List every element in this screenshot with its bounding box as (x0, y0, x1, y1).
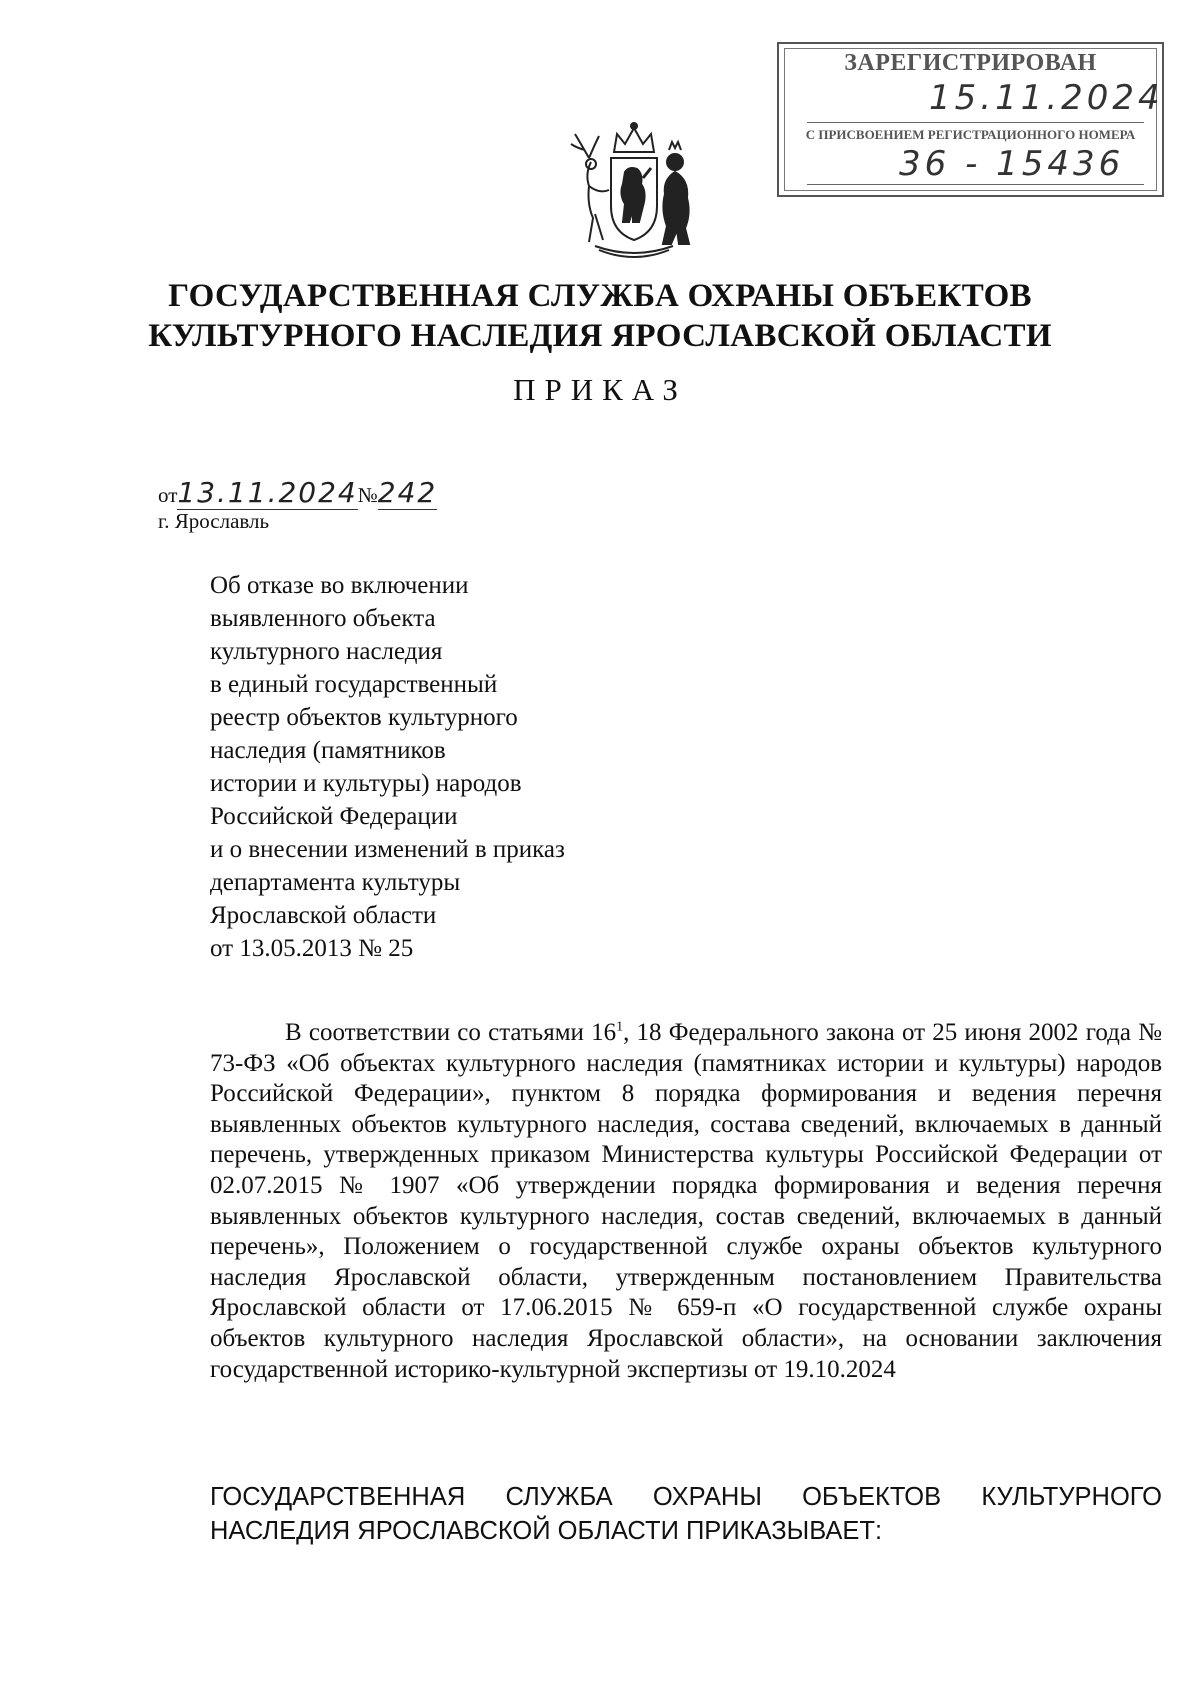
stamp-subtitle: С ПРИСВОЕНИЕМ РЕГИСТРАЦИОННОГО НОМЕРА (805, 127, 1136, 142)
stamp-title: ЗАРЕГИСТРИРОВАН (844, 50, 1097, 76)
subject-line: наследия (памятников (210, 737, 446, 764)
org-line-2: КУЛЬТУРНОГО НАСЛЕДИЯ ЯРОСЛАВСКОЙ ОБЛАСТИ (148, 318, 1052, 354)
document-number: 242 (377, 476, 438, 509)
subject-line: культурного наследия (210, 638, 443, 665)
subject-line: Ярославской области (210, 902, 437, 929)
subject-line: реестр объектов культурного (210, 704, 518, 731)
date-number-line (158, 476, 438, 509)
org-line-1: ГОСУДАРСТВЕННАЯ СЛУЖБА ОХРАНЫ ОБЪЕКТОВ (168, 278, 1032, 314)
subject-line: от 13.05.2013 № 25 (210, 935, 414, 962)
subject-block (210, 569, 565, 965)
body-text-part-1: В соответствии со статьями 16 (285, 1019, 617, 1046)
document-meta (158, 476, 438, 534)
city: г. Ярославль (158, 509, 270, 533)
decree-statement: ГОСУДАРСТВЕННАЯ СЛУЖБА ОХРАНЫ ОБЪЕКТОВ КУЛЬТУРНОГО НАСЛЕДИЯ ЯРОСЛАВСКОЙ ОБЛАСТИ ПРИКАЗЫВАЕТ: (210, 1483, 1162, 1545)
article-superscript: 1 (616, 1019, 624, 1035)
stamp-number: 36 - 15436 (899, 144, 1125, 184)
body-text-part-2: , 18 Федерального закона от 25 июня 2002 года № 73-ФЗ «Об объектах культурного наследия (памятниках истории и культуры) народов Российской Федерации», пунктом 8 порядка формирования и ведения перечня выявленных объектов культурного наследия, состава сведений, включаемых в данный перечень, утвержденных приказом Министерства культуры Российской Федерации от 02.07.2015 № 1907 «Об утверждении порядка формирования и ведения перечня выявленных объектов культурного наследия, состав сведений, включаемых в данный перечень», Положением о государственной службе охраны объектов культурного наследия Ярославской области, утвержденным постановлением Правительства Ярославской области от 17.06.2015 № 659-п «О государственной службе охраны объектов культурного наследия Ярославской области», на основании заключения государственной историко-культурной экспертизы от 19.10.2024 (210, 1019, 1162, 1383)
stamp-divider (807, 122, 1144, 123)
subject-line: в единый государственный (210, 671, 498, 698)
date-prefix: от (158, 483, 178, 507)
yaroslavl-coat-of-arms-icon (559, 114, 709, 264)
body-paragraph (210, 1018, 1162, 1385)
stamp-divider (807, 184, 1144, 185)
subject-line: истории и культуры) народов (210, 770, 522, 797)
document-type: ПРИКАЗ (513, 372, 687, 407)
number-prefix: № (357, 483, 378, 507)
stamp-date: 15.11.2024 (929, 78, 1164, 118)
subject-line: выявленного объекта (210, 605, 436, 632)
body-text (210, 1018, 1162, 1385)
subject-line: и о внесении изменений в приказ (210, 836, 565, 863)
subject-line: Об отказе во включении (210, 572, 469, 599)
subject-line: департамента культуры (210, 869, 461, 896)
organization-name (0, 276, 1200, 356)
subject-line: Российской Федерации (210, 803, 458, 830)
document-date: 13.11.2024 (177, 476, 358, 509)
registration-stamp (777, 42, 1164, 197)
